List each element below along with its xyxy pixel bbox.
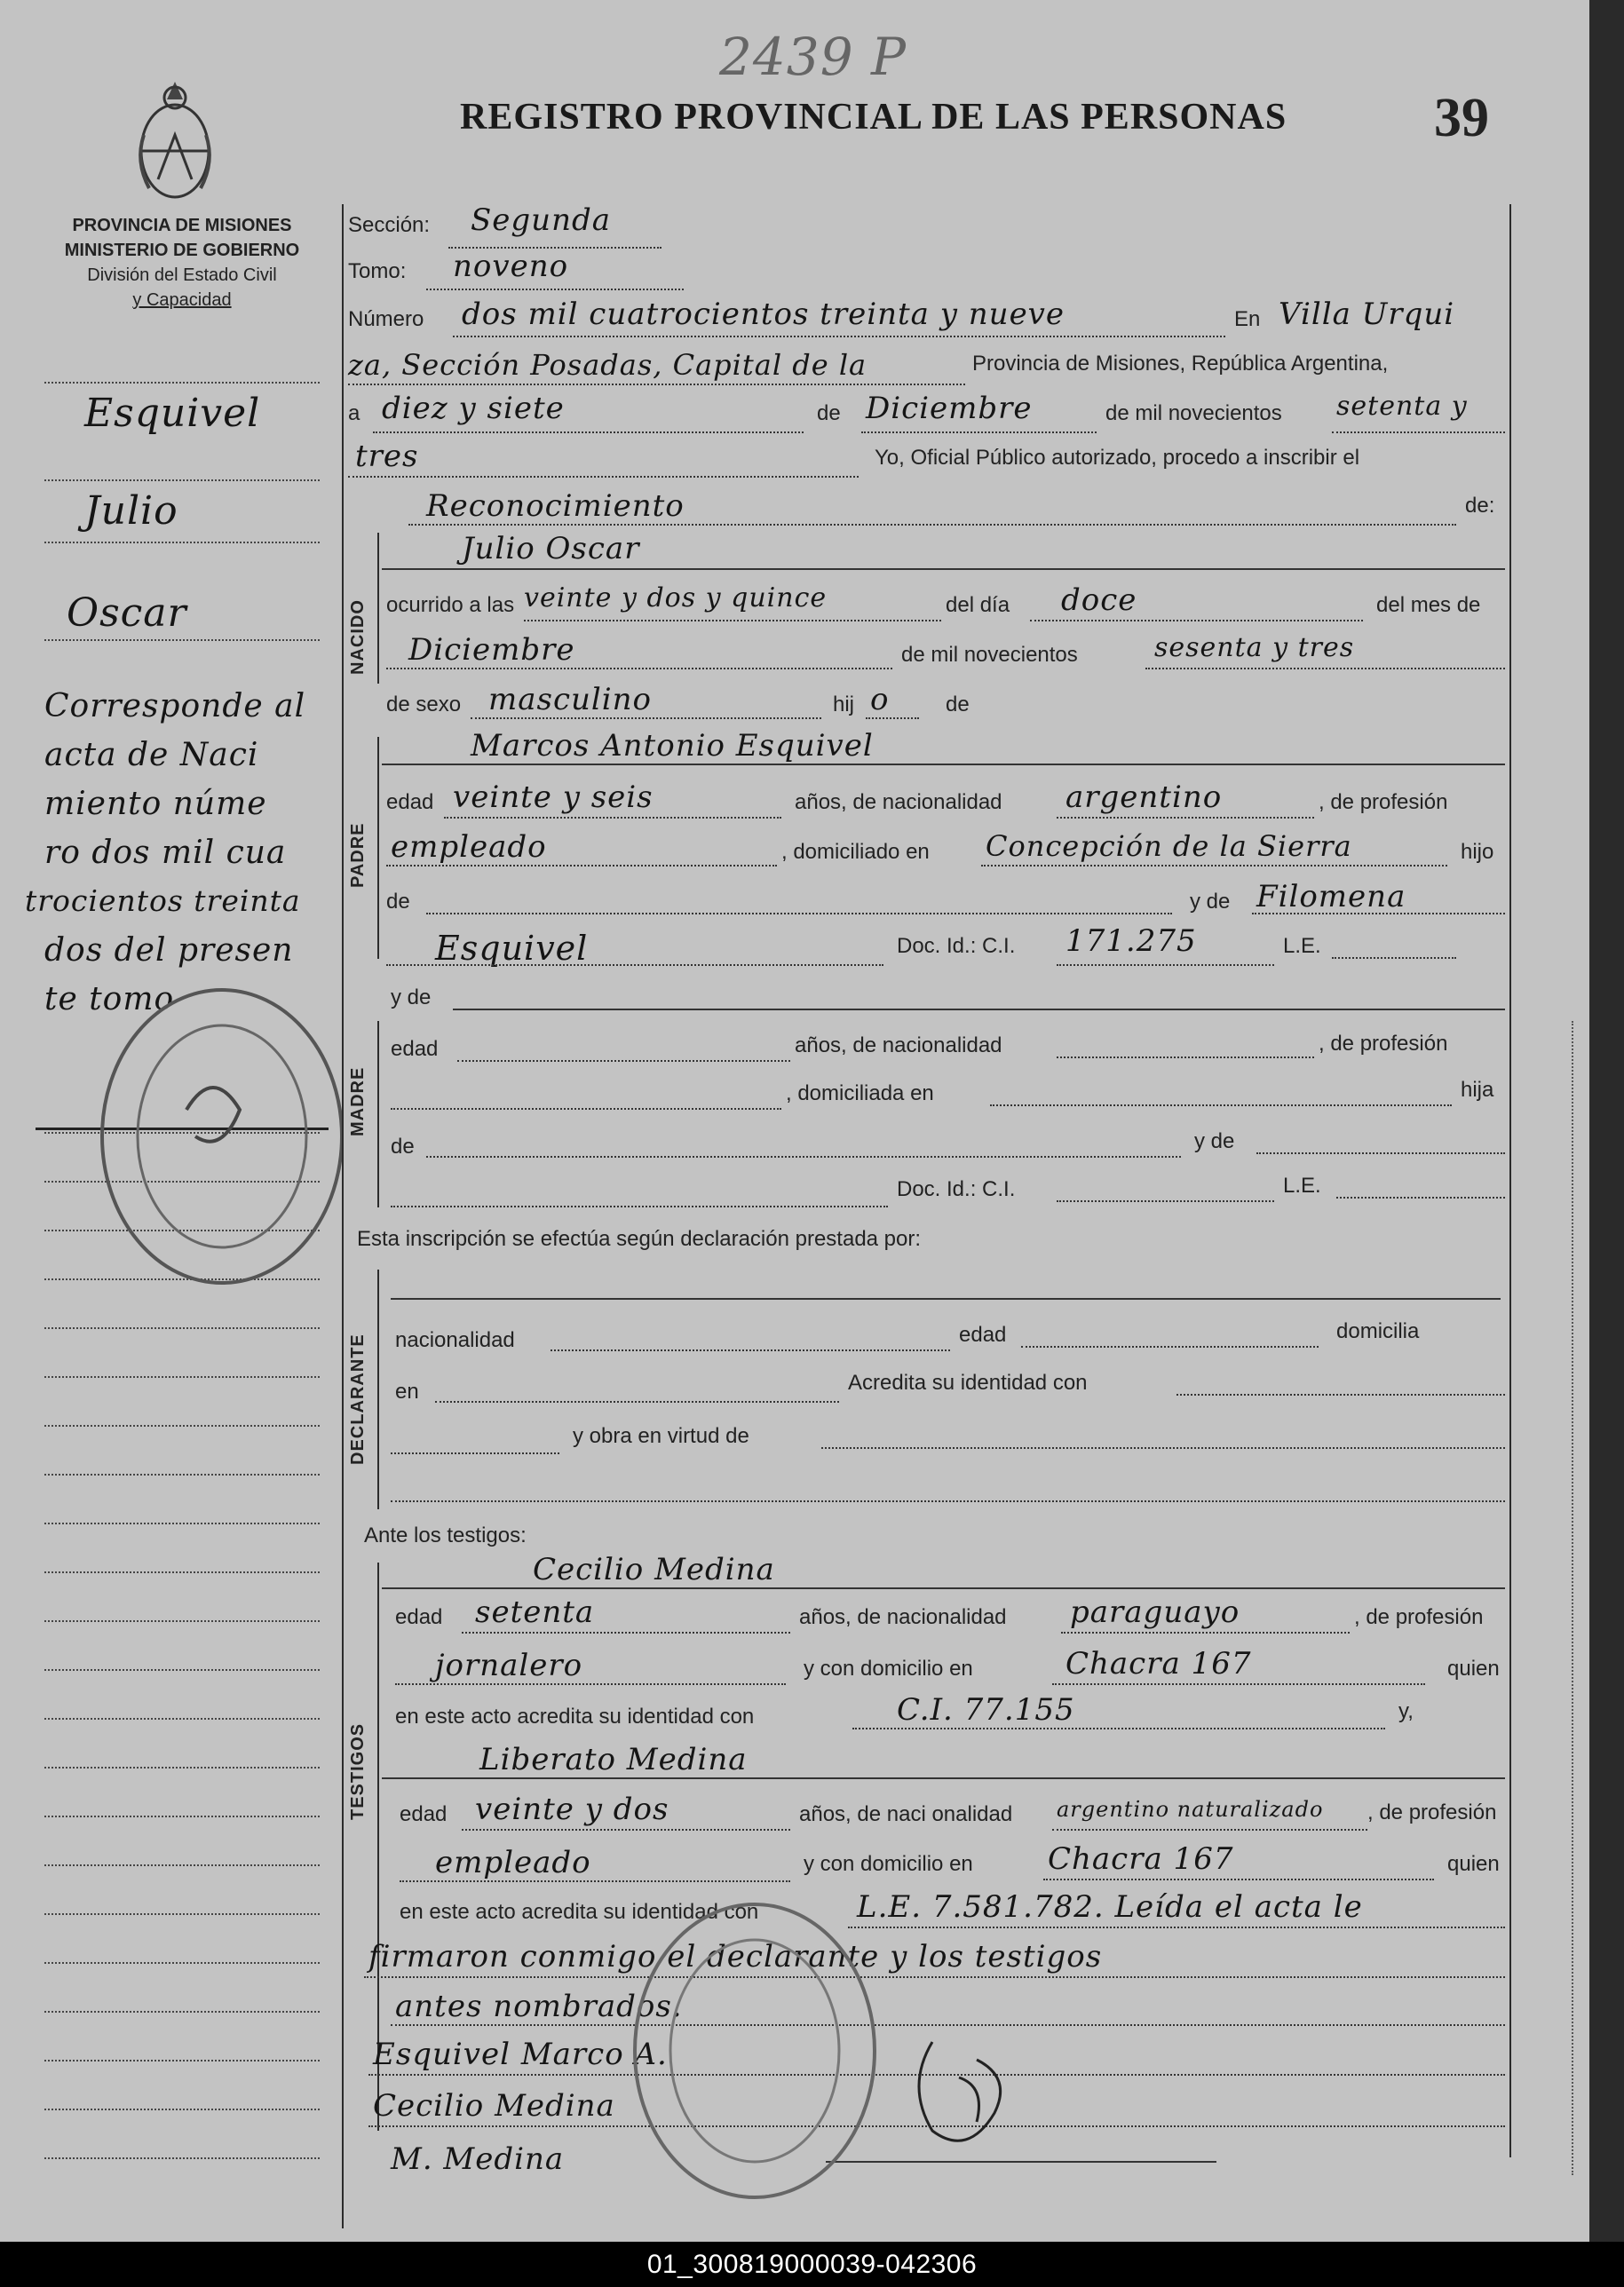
signature-testigo1: Cecilio Medina	[373, 2088, 615, 2124]
value-padre-ci: 171.275	[1066, 923, 1197, 959]
margin-note-line: ro dos mil cua	[44, 835, 287, 871]
label-ocurrido: ocurrido a las	[386, 593, 515, 617]
value-cierre-1: firmaron conmigo el declarante y los testigos	[368, 1939, 1103, 1974]
value-abuela-apellido: Esquivel	[435, 929, 589, 968]
value-dia-nacimiento: doce	[1061, 582, 1137, 618]
label-y-de-padre: y de	[1190, 890, 1231, 914]
value-hij-suffix: o	[870, 682, 890, 717]
label-edad-declarante: edad	[959, 1323, 1007, 1347]
value-testigo1-nacionalidad: paraguayo	[1070, 1595, 1240, 1630]
label-con-domicilio-testigo1: y con domicilio en	[804, 1657, 973, 1681]
value-mes-nacimiento: Diciembre	[408, 632, 575, 668]
margin-name-2: Oscar	[67, 590, 187, 636]
value-testigo2-profesion: empleado	[435, 1845, 591, 1880]
label-acredita: Acredita su identidad con	[848, 1371, 1088, 1395]
official-stamp-icon	[89, 977, 355, 1296]
label-hija: hija	[1461, 1078, 1494, 1102]
value-anio-continued: tres	[355, 439, 419, 474]
value-nombre-inscripto: Julio Oscar	[462, 531, 640, 566]
label-quien-testigo2: quien	[1447, 1852, 1500, 1876]
official-stamp-bottom-icon	[622, 1891, 888, 2211]
label-de-2: de	[946, 692, 970, 716]
side-label-declarante: DECLARANTE	[348, 1333, 368, 1465]
label-edad-testigo1: edad	[395, 1605, 443, 1629]
value-padre-nacionalidad: argentino	[1066, 779, 1223, 815]
value-hora: veinte y dos y quince	[524, 582, 828, 613]
label-de-mil: de mil novecientos	[1105, 401, 1282, 425]
label-quien-testigo1: quien	[1447, 1657, 1500, 1681]
label-y-obra: y obra en virtud de	[573, 1424, 749, 1448]
label-del-dia: del día	[946, 593, 1010, 617]
label-edad-padre: edad	[386, 790, 434, 814]
label-de-mil-nacimiento: de mil novecientos	[901, 643, 1078, 667]
scan-edge	[1589, 0, 1624, 2242]
label-en: En	[1234, 307, 1261, 331]
value-testigo2-domicilio: Chacra 167	[1048, 1841, 1234, 1877]
label-en-declarante: en	[395, 1380, 419, 1404]
margin-surname: Esquivel	[84, 391, 261, 436]
label-profesion-madre: , de profesión	[1319, 1032, 1448, 1056]
label-hij: hij	[833, 692, 855, 716]
label-le-madre: L.E.	[1283, 1174, 1321, 1198]
value-acto: Reconocimiento	[426, 488, 685, 524]
side-label-testigos: TESTIGOS	[348, 1722, 368, 1820]
label-domicilia: domicilia	[1336, 1319, 1420, 1343]
value-padre-profesion: empleado	[391, 829, 547, 865]
value-tomo: noveno	[453, 249, 569, 284]
value-anio-inscripcion: setenta y	[1336, 391, 1468, 422]
label-y-comma: y,	[1398, 1699, 1414, 1723]
label-de-padre: de	[386, 890, 410, 914]
label-provincia: Provincia de Misiones, República Argentina,	[972, 352, 1389, 376]
margin-note-line: acta de Naci	[44, 737, 259, 773]
value-testigo1-id: C.I. 77.155	[897, 1692, 1075, 1728]
side-label-padre: PADRE	[348, 822, 368, 888]
label-y-de-madre-2: y de	[1194, 1129, 1235, 1153]
value-testigo2-edad: veinte y dos	[475, 1792, 669, 1827]
value-abuela-nombre: Filomena	[1256, 879, 1406, 914]
value-padre-domicilio: Concepción de la Sierra	[986, 829, 1352, 863]
value-en-continued: za, Sección Posadas, Capital de la	[348, 348, 867, 382]
value-sexo: masculino	[488, 682, 653, 717]
margin-note-line: dos del presen	[44, 932, 294, 969]
official-signature-mark-icon	[897, 2024, 1030, 2166]
signature-declarante: Esquivel Marco A.	[373, 2037, 668, 2072]
label-anios-nac-padre: años, de nacionalidad	[795, 790, 1002, 814]
page-title: REGISTRO PROVINCIAL DE LAS PERSONAS	[460, 97, 1287, 138]
issuer-line-capacity: y Capacidad	[132, 290, 232, 310]
value-testigo1-edad: setenta	[475, 1595, 595, 1630]
label-domiciliado: , domiciliado en	[781, 840, 930, 864]
margin-note-line: te tomo	[44, 981, 175, 1017]
label-anios-nac-testigo1: años, de nacionalidad	[799, 1605, 1007, 1629]
value-padre-edad: veinte y seis	[453, 779, 654, 815]
label-del-mes: del mes de	[1376, 593, 1481, 617]
label-de-sexo: de sexo	[386, 692, 462, 716]
margin-note-line: miento núme	[44, 786, 267, 822]
value-testigo1-profesion: jornalero	[435, 1648, 583, 1683]
value-cierre-2: antes nombrados.	[395, 1989, 683, 2024]
label-doc-id-madre: Doc. Id.: C.I.	[897, 1177, 1016, 1201]
label-edad-madre: edad	[391, 1037, 439, 1061]
label-inscripcion: Esta inscripción se efectúa según declaración prestada por:	[357, 1227, 922, 1251]
label-de-madre: de	[391, 1135, 415, 1159]
label-este-acto-testigo2: en este acto acredita su identidad con	[400, 1900, 759, 1924]
side-label-madre: MADRE	[348, 1066, 368, 1136]
value-en: Villa Urqui	[1279, 297, 1455, 332]
coat-of-arms-icon	[131, 73, 218, 206]
label-a: a	[348, 401, 360, 425]
value-seccion: Segunda	[471, 202, 612, 238]
label-doc-id-padre: Doc. Id.: C.I.	[897, 934, 1016, 958]
pencil-note: 2439 P	[719, 27, 907, 87]
label-hijo: hijo	[1461, 840, 1494, 864]
label-domiciliada: , domiciliada en	[786, 1081, 934, 1105]
label-le-padre: L.E.	[1283, 934, 1321, 958]
label-profesion-padre: , de profesión	[1319, 790, 1448, 814]
signature-testigo2: M. Medina	[391, 2141, 565, 2177]
folio-number: 39	[1434, 88, 1489, 148]
label-este-acto-testigo1: en este acto acredita su identidad con	[395, 1705, 755, 1729]
value-padre-nombre: Marcos Antonio Esquivel	[471, 728, 874, 764]
label-tomo: Tomo:	[348, 259, 407, 283]
label-nacionalidad-declarante: nacionalidad	[395, 1328, 515, 1352]
value-testigo2-nacionalidad: argentino naturalizado	[1057, 1797, 1324, 1822]
value-dia-inscripcion: diez y siete	[382, 391, 565, 426]
label-yo-oficial: Yo, Oficial Público autorizado, procedo a inscribir el	[875, 446, 1360, 470]
label-de-colon: de:	[1465, 494, 1495, 518]
label-edad-testigo2: edad	[400, 1802, 448, 1826]
value-testigo2-nombre: Liberato Medina	[479, 1742, 748, 1777]
label-profesion-testigo2: , de profesión	[1367, 1800, 1497, 1824]
margin-note-line: trocientos treinta	[25, 883, 301, 918]
value-testigo1-nombre: Cecilio Medina	[533, 1552, 775, 1587]
side-label-nacido: NACIDO	[348, 599, 368, 675]
value-testigo2-id: L.E. 7.581.782. Leída el acta le	[857, 1889, 1363, 1925]
value-testigo1-domicilio: Chacra 167	[1066, 1646, 1252, 1682]
label-anios-nac-madre: años, de nacionalidad	[795, 1033, 1002, 1057]
label-seccion: Sección:	[348, 213, 431, 237]
label-con-domicilio-testigo2: y con domicilio en	[804, 1852, 973, 1876]
issuer-line-division: División del Estado Civil	[87, 265, 277, 285]
value-mes-inscripcion: Diciembre	[866, 391, 1033, 426]
value-anio-nacimiento: sesenta y tres	[1154, 632, 1355, 663]
scan-id-footer: 01_300819000039-042306	[0, 2242, 1624, 2287]
margin-name-1: Julio	[84, 488, 178, 534]
label-anios-nac-testigo2: años, de naci onalidad	[799, 1802, 1013, 1826]
label-ante-testigos: Ante los testigos:	[364, 1523, 527, 1547]
label-de: de	[817, 401, 841, 425]
label-profesion-testigo1: , de profesión	[1354, 1605, 1484, 1629]
margin-note-line: Corresponde al	[44, 688, 306, 724]
label-numero: Número	[348, 307, 424, 331]
label-y-de-madre: y de	[391, 985, 432, 1009]
value-numero: dos mil cuatrocientos treinta y nueve	[462, 297, 1066, 332]
issuer-line-ministry: MINISTERIO DE GOBIERNO	[64, 241, 300, 260]
issuer-line-province: PROVINCIA DE MISIONES	[72, 216, 292, 235]
